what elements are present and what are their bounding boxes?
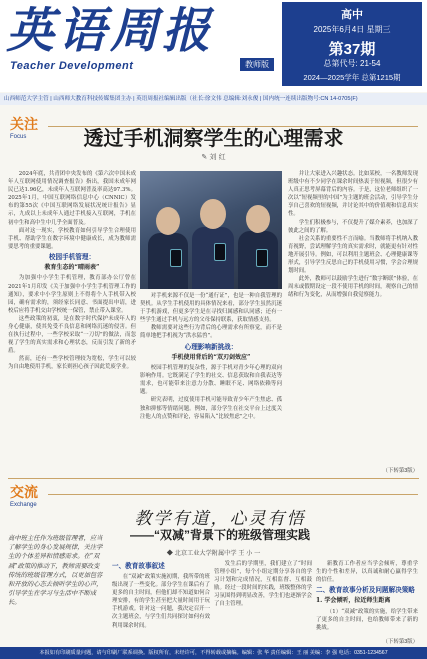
article2-column-3 xyxy=(316,560,418,636)
newspaper-logo: 英语周报 xyxy=(6,3,215,59)
section-tag-sublabel: Focus xyxy=(10,134,27,140)
continued-note: （下转第3版） xyxy=(382,468,418,474)
subsection-heading: 校园手机管理： xyxy=(48,253,96,261)
edition-badge: 教师版 xyxy=(240,58,274,71)
section-tag-label: 交流 xyxy=(10,485,38,501)
subsection-subheading: 教育生态的“晴雨表” xyxy=(44,263,100,271)
subsection-subheading: 1. 学会倾听，拉近师生距离 xyxy=(316,597,391,605)
issue-date: 2025年6月4日 星期三 xyxy=(313,25,391,34)
newspaper-logo-english: Teacher Development xyxy=(10,60,134,72)
paragraph: 发生后的学期里，我们建立了“时间管理小组”，每个小组定期分享各自的学习计划和完成情况，互相监督、互相鼓励。经过一段时间的实践，班级整体的学习氛围得到明显改善，学生们也逐渐学会了自主管理。 xyxy=(214,561,312,608)
issue-code: 总第代号: 21-54 xyxy=(323,59,381,68)
continued-note: （下转第3版） xyxy=(382,639,418,645)
subsection-heading: 一、教育故事叙述 xyxy=(112,563,165,570)
paragraph: 2024年底，共青团中央发布的《第六次中国未成年人互联网使用情况调查报告》指出，我国未成年网民已达1.96亿，未成年人互联网普及率高达97.3%。2025年1月，中国互联网络信息中心（CNNIC）发布的第55次《中国互联网络发展状况统计报告》显示，九成以上未成年人通过手机接入互联网，手机在初中生和高中生中几乎全面普及。 xyxy=(8,171,136,226)
paragraph: 新教育工作者应当学会倾听，尊重学生的个性和差异，以真诚和耐心赢得学生的信任。 xyxy=(316,561,418,584)
paragraph: 研究表明，过度使用手机可能导致青少年产生焦虑、孤独和抑郁等情绪问题。例如，部分学生在社交平台上过度关注他人的点赞和评论，容易陷入“比较焦虑”之中。 xyxy=(140,397,282,420)
issue-season: 2024—2025学年 总第1215期 xyxy=(303,73,401,82)
issue-info-box xyxy=(282,2,422,86)
grade-label: 高中 xyxy=(341,9,363,21)
paragraph: 学生们积极参与，不仅提升了媒介素养，也加深了彼此之间的了解。 xyxy=(288,219,418,234)
paragraph: 面对这一现实，学校教育如何引导学生合理使用手机、帮助学生在数字环境中健康成长，成为教师需要思考的重要课题。 xyxy=(8,227,136,250)
author-name: 刘 红 xyxy=(209,153,226,161)
paragraph: 并让大家进入兴趣状态。比如某校，一名教师发现班级中有不少同学在课余时间热衷于短视频，但很少有人真正思考屏幕背后的内容。于是，这位老师组织了一次以“短视频里的中国”为主题的班会活动，引导学生分享自己喜欢的短视频，并讨论其中的价值观和信息真实性。 xyxy=(288,171,418,218)
subsection-heading: 二、教育故事分析及问题解决策略 xyxy=(316,587,415,595)
subsection-heading: 心理影响新挑战： xyxy=(184,343,238,351)
section-divider xyxy=(48,494,418,495)
footer-notice: 本报如有印刷质量问题，请与印刷厂联系调换。版权所有，未经许可，不得转载或摘编。编辑：张 华 责任编辑：王 丽 美编：李 强 电话：0351-1234567 xyxy=(0,647,427,659)
section-tag-label: 关注 xyxy=(10,117,38,133)
paragraph: 这些政策的初衷，是在数字时代保护未成年人的身心健康，使其免受不良信息和网络沉迷的侵害。但在执行过程中，一些学校采取“一刀切”的做法，而忽视了学生的真实需求和心理状态，反而引发了新的矛盾。 xyxy=(8,315,136,355)
article-photo-students-with-phones xyxy=(140,171,282,289)
article-title: 透过手机洞察学生的心理需求 xyxy=(83,128,344,150)
paragraph: 此外，教师可以鼓励学生进行“数字断联”体验，在周末或假期设定一段不使用手机的时间，观察自己的情绪和行为变化，从而增强自我觉察能力。 xyxy=(288,276,418,299)
paragraph: 然而，还有一些学校管理较为宽松，学生可以较为自由地使用手机，家长则担心孩子因此荒废学业。 xyxy=(8,356,136,371)
article-divider xyxy=(8,478,419,479)
section-tag-sublabel: Exchange xyxy=(10,502,37,508)
bullet-icon: ◆ xyxy=(166,550,175,557)
paragraph: 为加强中小学生手机管理，教育部办公厅曾在2021年1月印发《关于加强中小学生手机管理工作的通知》，要求中小学生原则上不得将个人手机带入校园，确有需求的，须经家长同意、书面提出申请，进校后应将手机交由学校统一保管，禁止带入课堂。 xyxy=(8,275,136,314)
article-subtitle: ——“双减”背景下的班级管理实践 xyxy=(129,528,310,542)
article-title: 教学有道，心灵有悟 xyxy=(134,509,306,529)
paragraph: （1）“双减”政策的实施，给学生带来了更多的自主时间，也给教师带来了新的挑战。 xyxy=(316,608,418,631)
publisher-line: 山西师范大学主管 | 山西师大教育科技传媒集团主办 | 英语周报社编辑出版（社长:徐文伟 总编辑:刘永俊 | 国内统一连续出版物号:CN 14-0705(F) xyxy=(0,93,427,105)
article1-column-2 xyxy=(140,292,282,472)
issue-number: 第37期 xyxy=(328,41,376,58)
paragraph: 社会关系的重要性不言而喻。当教师将手机纳入教育视野，尝试理解学生的真实需求时，就能更有针对性地开展引导。例如，可以利用主题班会、心理健康课等形式，引导学生反思自己的手机使用习惯，学会合理规划时间。 xyxy=(288,235,418,275)
subsection-subheading: 手机使用背后的“双刃剑效应” xyxy=(171,353,251,361)
article1-column-3 xyxy=(288,170,418,462)
pen-icon: ✎ xyxy=(201,153,210,161)
paragraph: 在“双减”政策实施初期，我所带的班级出现了一些变化。部分学生在课后有了更多的自主时间，但他们却不知道如何合理安排，有的学生甚至把大量时间用于玩手机游戏。针对这一问题，我决定召开一次主题班会，与学生们共同探讨如何有效利用课余时间。 xyxy=(112,574,210,629)
section-tag-exchange xyxy=(10,482,50,508)
paragraph: 教师需要对这些行为背后的心理需求有所察觉，而不是简单地把手机视为“洪水猛兽”。 xyxy=(140,325,282,340)
article-author xyxy=(0,152,427,162)
article2-column-2 xyxy=(214,560,312,644)
masthead xyxy=(0,0,427,92)
article1-column-1 xyxy=(8,170,136,470)
paragraph: 对手机来源不仅是一份“通行证”，也是一种自我管理的契机。从学生手机使用的具体情况来看，部分学生虽然沉迷于手机游戏，但更多学生是在寻找归属感和认同感；还有一些学生通过手机与远方的父母保持联系，获取情感支持。 xyxy=(140,293,282,324)
author-name: 北京工业大学附属中学 王 小 一 xyxy=(174,550,261,557)
article-lead: 高中班主任作为班级管理者，应当了解学生的身心发展规律，关注学生的个体差异和情感需求。在“双减”政策的推动下，教师需要改变传统的班级管理方式，以更加包容和开放的心态去倾听学生的心声，引导学生在学习与生活中不断成长。 xyxy=(8,535,103,607)
article2-column-1 xyxy=(112,560,210,644)
paragraph: 校园手机管理的复杂性，源于手机对青少年心理的双向影响作用。它既满足了学生的社交、信息获取和自我表达等需求，也可能带来注意力分散、睡眠不足、网络依赖等问题。 xyxy=(140,365,282,396)
